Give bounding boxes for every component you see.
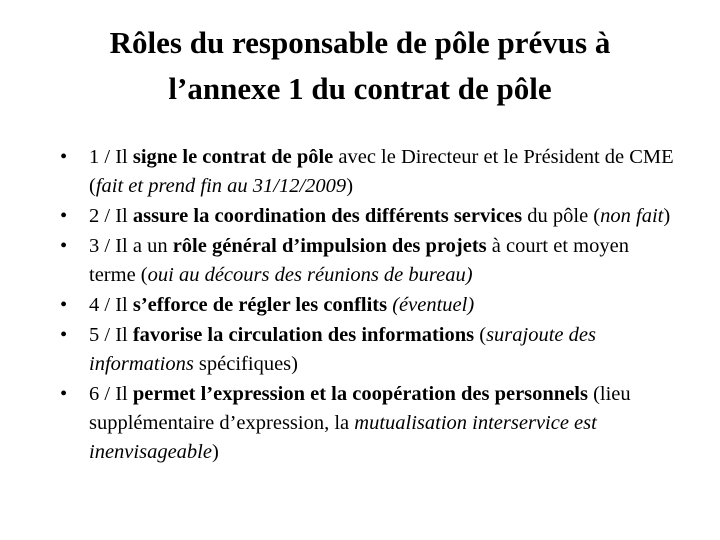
item-text: 1 / Il bbox=[89, 146, 133, 168]
item-text: spécifiques) bbox=[193, 353, 298, 375]
item-text: à court et moyen terme ( bbox=[89, 235, 629, 286]
bullet-icon: • bbox=[60, 294, 68, 316]
item-text: 5 / Il bbox=[89, 324, 133, 346]
item-text: (lieu supplémentaire d’expression, la bbox=[89, 383, 631, 434]
item-text: du pôle ( bbox=[522, 205, 601, 227]
item-text: ) bbox=[211, 441, 219, 463]
item-italic-text: surajoute des informations bbox=[89, 324, 596, 375]
item-text: 6 / Il bbox=[89, 383, 133, 405]
item-text: ) bbox=[663, 205, 671, 227]
bullet-icon: • bbox=[60, 324, 68, 346]
item-bold-text: rôle général d’impulsion des projets bbox=[172, 235, 487, 257]
title-line-2: l’annexe 1 du contrat de pôle bbox=[168, 71, 552, 106]
item-text: ( bbox=[474, 324, 487, 346]
item-bold-text: permet l’expression et la coopération des personnels bbox=[132, 383, 588, 405]
bullet-list bbox=[60, 143, 680, 468]
item-italic-text: fait et prend fin au 31/12/2009 bbox=[95, 175, 347, 197]
list-item bbox=[60, 321, 680, 379]
list-item bbox=[60, 202, 680, 231]
item-text: 3 / Il a un bbox=[89, 235, 173, 257]
item-bold-text: favorise la circulation des informations bbox=[132, 324, 475, 346]
bullet-icon: • bbox=[60, 383, 68, 405]
bullet-icon: • bbox=[60, 146, 68, 168]
item-bold-text: s’efforce de régler les conflits bbox=[132, 294, 388, 316]
item-text: 2 / Il bbox=[89, 205, 133, 227]
item-italic-text: (éventuel) bbox=[392, 294, 475, 316]
slide-title bbox=[20, 20, 700, 112]
item-italic-text: mutualisation interservice est inenvisageable bbox=[89, 412, 597, 463]
bullet-icon: • bbox=[60, 235, 68, 257]
list-item bbox=[60, 291, 680, 320]
list-item bbox=[60, 143, 680, 201]
item-bold-text: assure la coordination des différents services bbox=[132, 205, 523, 227]
item-bold-text: signe le contrat de pôle bbox=[132, 146, 334, 168]
list-item bbox=[60, 232, 680, 290]
item-text: ) bbox=[346, 175, 354, 197]
item-text: avec le Directeur et le Président de CME ( bbox=[89, 146, 674, 197]
title-line-1: Rôles du responsable de pôle prévus à bbox=[109, 25, 611, 60]
list-item bbox=[60, 380, 680, 467]
bullet-icon: • bbox=[60, 205, 68, 227]
item-text: 4 / Il bbox=[89, 294, 133, 316]
item-italic-text: oui au décours des réunions de bureau) bbox=[147, 264, 473, 286]
item-italic-text: non fait bbox=[600, 205, 664, 227]
